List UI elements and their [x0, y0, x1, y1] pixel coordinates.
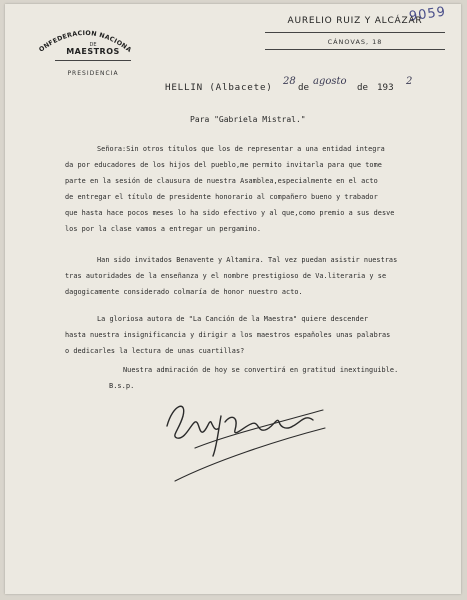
date-month: agosto	[313, 76, 347, 87]
closing: B.s.p.	[109, 382, 135, 390]
date-day: 28	[283, 76, 296, 87]
body-line: Han sido invitados Benavente y Altamira. Tal vez puedan asistir nuestras	[97, 256, 398, 264]
body-line: o dedicarles la lectura de unas cuartillas?	[65, 347, 245, 355]
body-line: los por la clase vamos a entregar un pergamino.	[65, 225, 262, 233]
signature-svg	[155, 386, 335, 486]
date-de-2: de	[357, 82, 369, 93]
arc-text: ONFEDERACION NACIONA	[37, 29, 133, 54]
recipient-line: Para "Gabriela Mistral."	[190, 115, 306, 124]
letterhead-title: MAESTROS	[66, 47, 120, 56]
body-line: hasta nuestra insignificancia y dirigir a los maestros españoles unas palabras	[65, 331, 391, 339]
body-line: de entregar el título de presidente honorario al compañero bueno y trabador	[65, 193, 378, 201]
body-line: que hasta hace pocos meses lo ha sido efectivo y al que,como premio a sus desve	[65, 209, 395, 217]
body-line: da por educadores de los hijos del pueblo,me permito invitarla para que tome	[65, 161, 382, 169]
body-line: tras autoridades de la enseñanza y el nombre prestigioso de Va.literaria y se	[65, 272, 387, 280]
body-line: Nuestra admiración de hoy se convertirá en gratitud inextinguible.	[123, 366, 399, 374]
date-year-suffix: 2	[406, 76, 413, 87]
body-line: La gloriosa autora de "La Canción de la Maestra" quiere descender	[97, 315, 369, 323]
letterhead-connector: DE	[89, 42, 97, 48]
letter-sheet	[5, 4, 461, 594]
date-year: 193	[377, 82, 394, 93]
letterhead-address: CÁNOVAS, 18	[327, 38, 383, 46]
letterhead-subtitle: PRESIDENCIA	[67, 70, 119, 77]
date-place: HELLIN (Albacete)	[165, 82, 273, 93]
letterhead-divider	[55, 60, 131, 61]
date-de-1: de	[298, 82, 310, 93]
letterhead-address-rule	[265, 49, 445, 50]
body-line: dagogicamente considerado colmaría de honor nuestro acto.	[65, 288, 303, 296]
body-line: Señora:Sin otros títulos que los de representar a una entidad integra	[97, 145, 385, 153]
archive-number: 9059	[408, 4, 447, 25]
letterhead-name-rule	[265, 32, 445, 33]
body-line: parte en la sesión de clausura de nuestra Asamblea,especialmente en el acto	[65, 177, 378, 185]
signature	[155, 386, 335, 486]
letterhead-name: AURELIO RUIZ Y ALCÁZAR	[287, 16, 423, 26]
